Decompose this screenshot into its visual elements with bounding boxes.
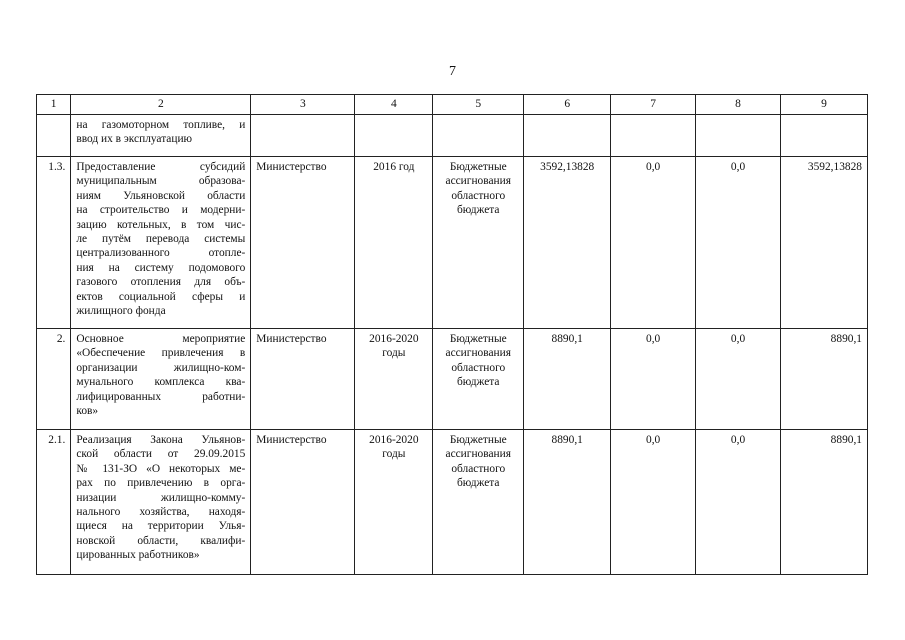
description-line: «Обеспечение привлечения в <box>76 347 246 360</box>
table-row <box>37 329 868 430</box>
value-cell-8: 0,0 <box>696 430 781 575</box>
program-table <box>36 94 868 575</box>
value-cell-9: 8890,1 <box>780 430 867 575</box>
row-number: 2. <box>37 329 71 430</box>
column-header: 7 <box>611 95 696 115</box>
description-line: новской области, квалифи- <box>76 534 246 547</box>
description-line: Основное мероприятие <box>76 333 246 345</box>
period-cell: 2016 год <box>355 157 433 329</box>
executor-cell <box>251 115 355 157</box>
value-cell-8: 0,0 <box>696 157 781 329</box>
activity-description <box>71 329 251 430</box>
executor-cell: Министерство <box>251 157 355 329</box>
value-cell-6 <box>524 115 611 157</box>
column-header: 1 <box>37 95 71 115</box>
value-cell-6: 3592,13828 <box>524 157 611 329</box>
description-line: цированных работников» <box>76 549 200 562</box>
description-line: на строительство и модерни- <box>76 204 246 217</box>
column-header: 5 <box>433 95 524 115</box>
value-cell-9 <box>780 115 867 157</box>
column-header: 3 <box>251 95 355 115</box>
description-line: ской области от 29.09.2015 <box>76 448 246 461</box>
description-line: централизованного отопле- <box>76 247 246 260</box>
description-line: газового отопления для объ- <box>76 276 246 289</box>
description-line: мунального комплекса ква- <box>76 376 246 389</box>
activity-description <box>71 115 251 157</box>
funding-source-cell: Бюджетные ассигнования областного бюджета <box>433 157 524 329</box>
column-header: 2 <box>71 95 251 115</box>
column-header: 4 <box>355 95 433 115</box>
value-cell-9: 3592,13828 <box>780 157 867 329</box>
description-line: на газомоторном топливе, и <box>76 119 246 131</box>
activity-description <box>71 157 251 329</box>
description-line: организации жилищно-ком- <box>76 361 246 374</box>
description-line: Реализация Закона Ульянов- <box>76 434 246 446</box>
description-line: ле путём перевода системы <box>76 233 246 246</box>
description-line: ектов социальной сферы и <box>76 290 246 303</box>
description-line: щиеся на территории Улья- <box>76 520 246 533</box>
table-row <box>37 430 868 575</box>
value-cell-8: 0,0 <box>696 329 781 430</box>
description-line: № 131-ЗО «О некоторых ме- <box>76 462 246 475</box>
page-number: 7 <box>449 64 456 79</box>
value-cell-7: 0,0 <box>611 329 696 430</box>
description-line: нального хозяйства, находя- <box>76 506 246 519</box>
description-line: ввод их в эксплуатацию <box>76 133 193 146</box>
row-number <box>37 115 71 157</box>
funding-source-cell: Бюджетные ассигнования областного бюджета <box>433 430 524 575</box>
period-cell: 2016-2020 годы <box>355 329 433 430</box>
description-line: муниципальным образова- <box>76 175 246 188</box>
row-number: 2.1. <box>37 430 71 575</box>
value-cell-7: 0,0 <box>611 157 696 329</box>
column-header: 6 <box>524 95 611 115</box>
row-number: 1.3. <box>37 157 71 329</box>
funding-source-cell <box>433 115 524 157</box>
description-line: ниям Ульяновской области <box>76 189 246 202</box>
description-line: жилищного фонда <box>76 305 166 318</box>
value-cell-6: 8890,1 <box>524 430 611 575</box>
description-line: Предоставление субсидий <box>76 161 246 173</box>
value-cell-8 <box>696 115 781 157</box>
description-line: низации жилищно-комму- <box>76 491 246 504</box>
value-cell-6: 8890,1 <box>524 329 611 430</box>
table-row <box>37 115 868 157</box>
value-cell-9: 8890,1 <box>780 329 867 430</box>
period-cell <box>355 115 433 157</box>
activity-description <box>71 430 251 575</box>
value-cell-7: 0,0 <box>611 430 696 575</box>
period-cell: 2016-2020 годы <box>355 430 433 575</box>
description-line: ков» <box>76 405 99 418</box>
column-header: 8 <box>696 95 781 115</box>
description-line: лифицированных работни- <box>76 390 246 403</box>
description-line: зацию котельных, в том чис- <box>76 218 246 231</box>
executor-cell: Министерство <box>251 430 355 575</box>
funding-source-cell: Бюджетные ассигнования областного бюджета <box>433 329 524 430</box>
description-line: ния на систему подомового <box>76 261 246 274</box>
description-line: рах по привлечению в орга- <box>76 477 246 490</box>
table-row <box>37 157 868 329</box>
executor-cell: Министерство <box>251 329 355 430</box>
column-header: 9 <box>780 95 867 115</box>
table-header-row <box>37 95 868 115</box>
value-cell-7 <box>611 115 696 157</box>
